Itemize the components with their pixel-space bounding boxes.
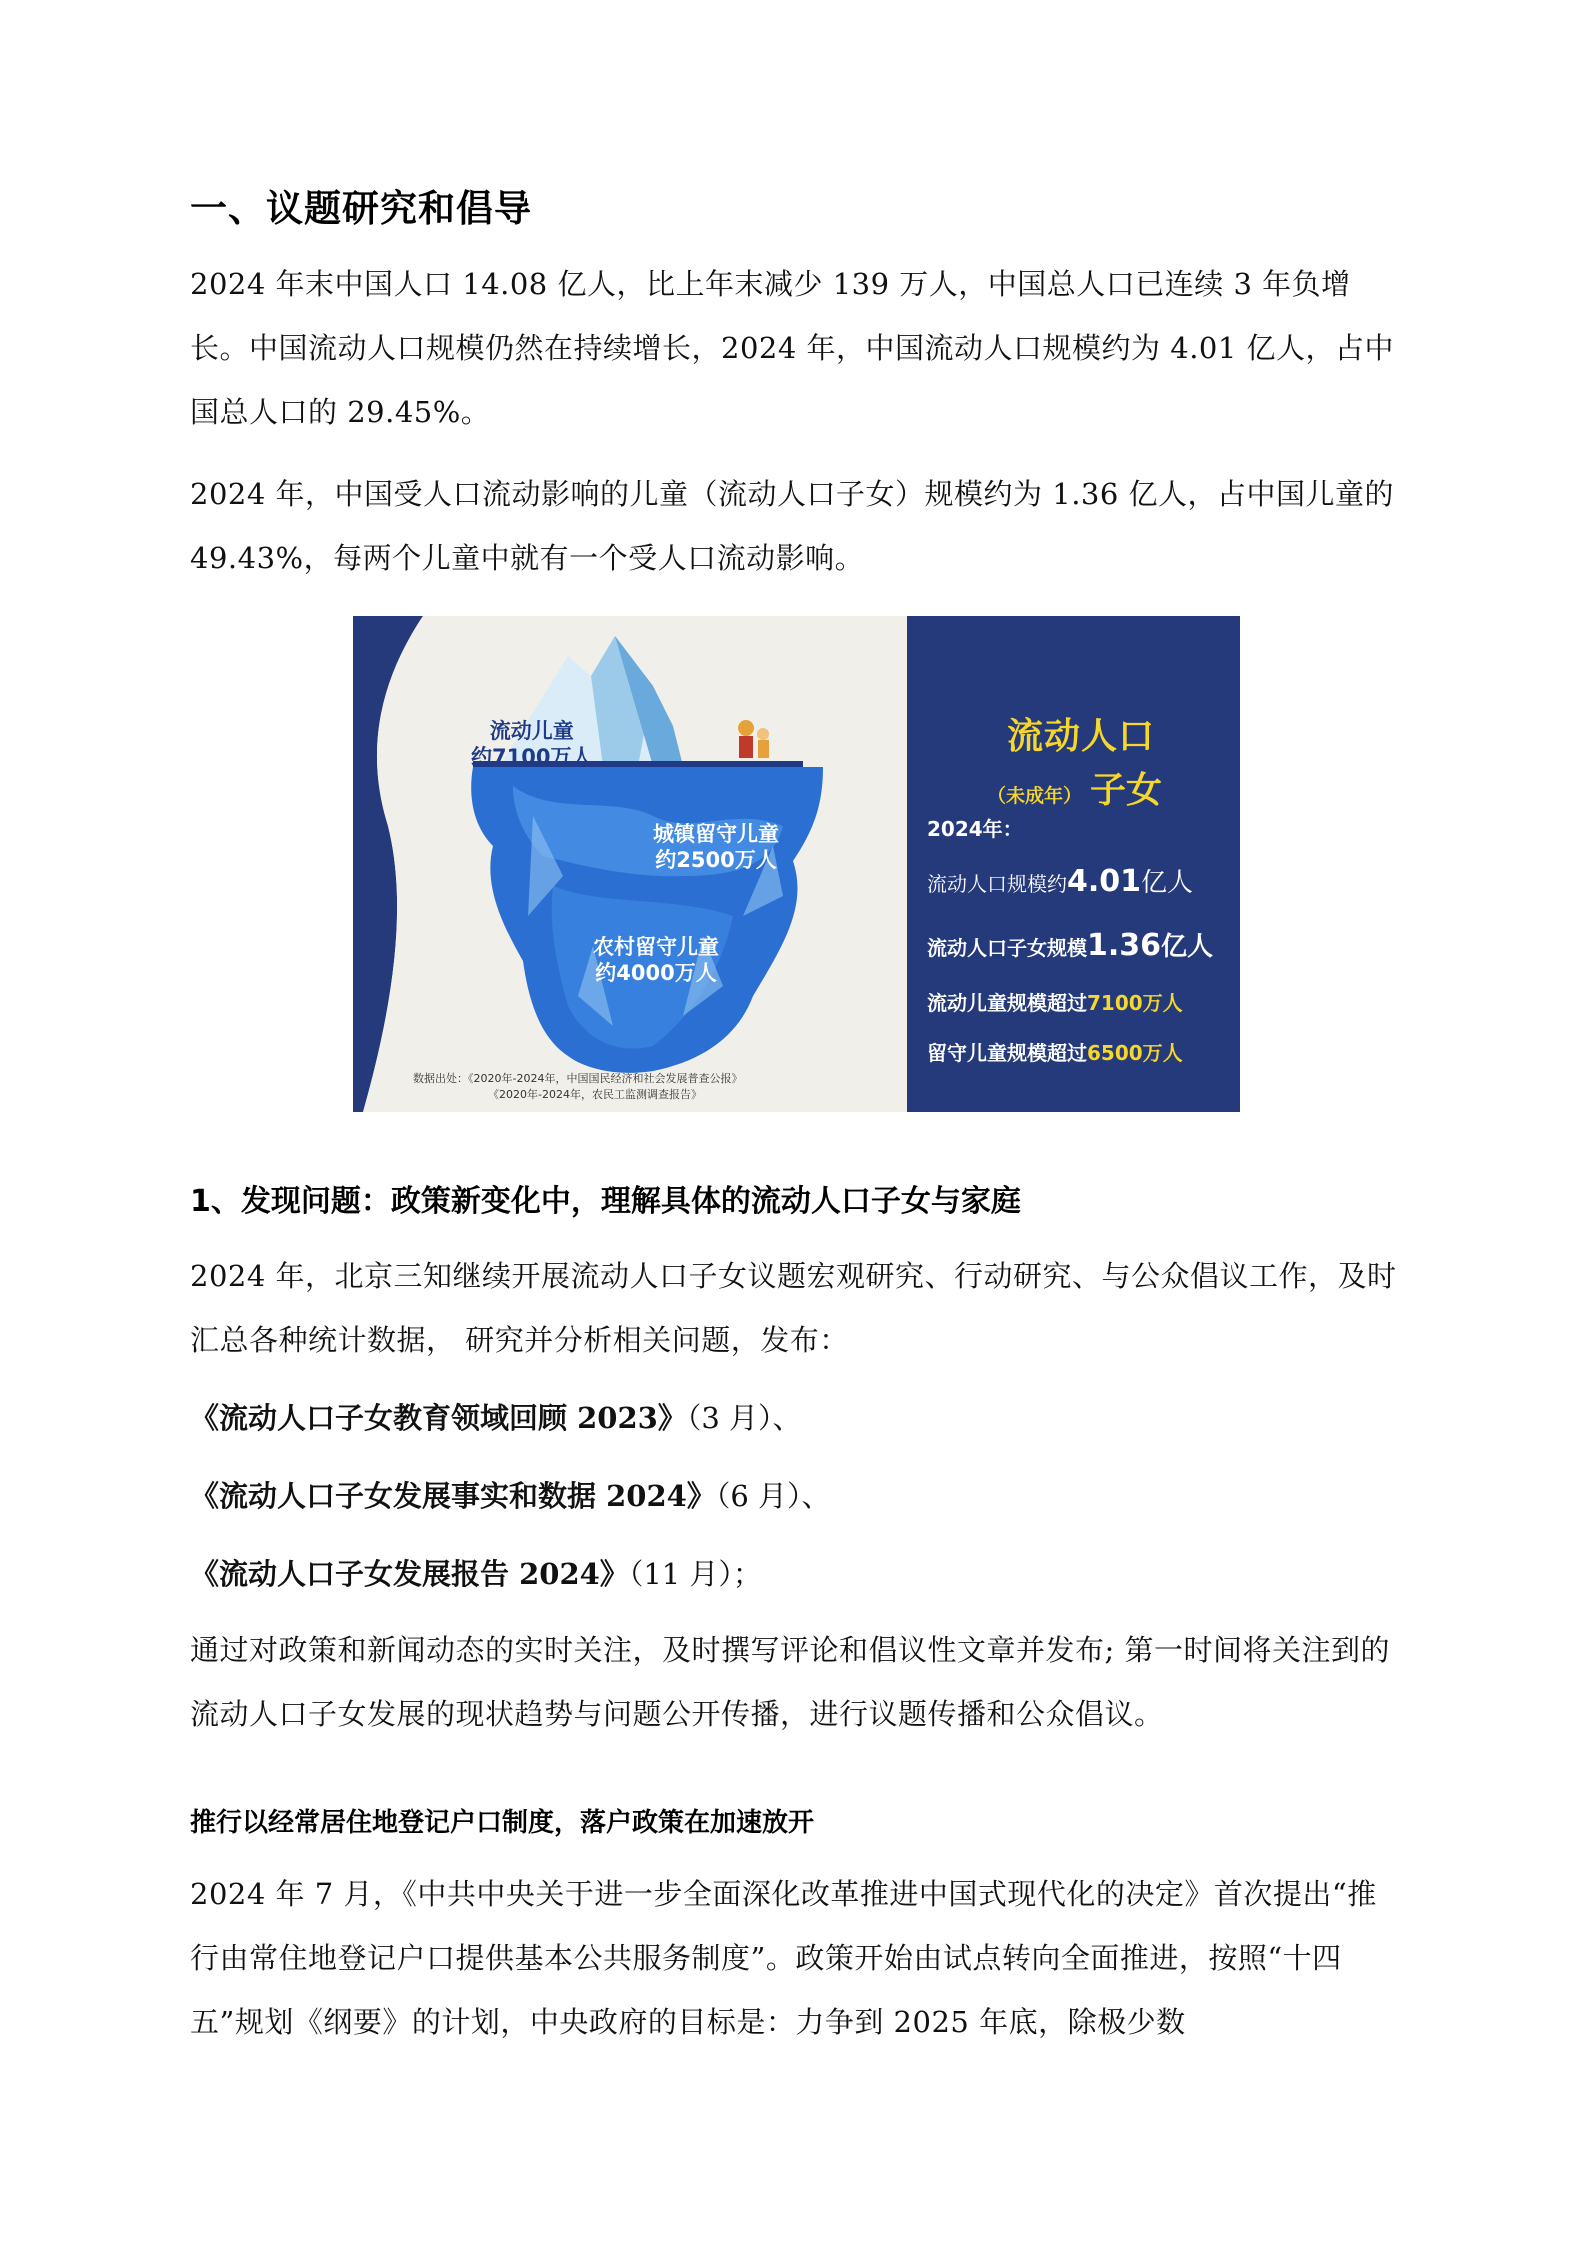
paragraph-advocacy: 通过对政策和新闻动态的实时关注，及时撰写评论和倡议性文章并发布; 第一时间将关注到的流动人口子女发展的现状趋势与问题公开传播，进行议题传播和公众倡议。 [190,1633,1390,1731]
label-urban-left-behind: 城镇留守儿童 约2500万人 [653,822,779,872]
paragraph-hukou-policy: 2024 年 7 月，《中共中央关于进一步全面深化改革推进中国式现代化的决定》首次提出“推行由常住地登记户口提供基本公共服务制度”。政策开始由试点转向全面推进，按照“十四五”规划《纲要》的计划，中央政府的目标是：力争到 2025 年底，除极少数 [190,1877,1377,2039]
publication-item: 《流动人口子女发展事实和数据 2024》（6 月）、 [190,1479,831,1513]
paragraph-children: 2024 年，中国受人口流动影响的儿童（流动人口子女）规模约为 1.36 亿人，占中国儿童的 49.43%，每两个儿童中就有一个受人口流动影响。 [190,477,1395,575]
label-rural-left-behind: 农村留守儿童 约4000万人 [593,935,719,985]
label-migrant-children: 流动儿童 约7100万人 [471,719,593,769]
iceberg-infographic [353,616,1240,1112]
stat-migrant-population: 流动人口规模约4.01亿人 [927,864,1194,899]
stat-migrant-children-total: 流动人口子女规模1.36亿人 [927,928,1214,963]
stat-migrant-children: 流动儿童规模超过7100万人 [927,991,1183,1015]
section-heading: 一、议题研究和倡导 [190,187,532,230]
paragraph-research-work: 2024 年，北京三知继续开展流动人口子女议题宏观研究、行动研究、与公众倡议工作，及时汇总各种统计数据， 研究并分析相关问题，发布： [190,1259,1397,1357]
stat-left-behind-children: 留守儿童规模超过6500万人 [927,1041,1183,1065]
infographic-year: 2024年： [927,817,1023,841]
subsection-heading-2: 推行以经常居住地登记户口制度，落户政策在加速放开 [190,1808,815,1838]
infographic-subtitle: （未成年） 子女 [987,770,1163,811]
subsection-heading-1: 1、发现问题：政策新变化中，理解具体的流动人口子女与家庭 [190,1184,1021,1219]
paragraph-population: 2024 年末中国人口 14.08 亿人，比上年末减少 139 万人，中国总人口已连续 3 年负增长。中国流动人口规模仍然在持续增长，2024 年，中国流动人口规模约为 4.01 亿人，占中国总人口的 29.45%。 [190,267,1395,429]
infographic-title: 流动人口 [1007,716,1156,757]
data-source-note: 数据出处：《2020年-2024年，中国国民经济和社会发展普查公报》 《2020年-2024年，农民工监测调查报告》 [413,1072,743,1101]
child-figure-icon [738,720,754,736]
iceberg-illustration [353,616,907,1112]
publication-item: 《流动人口子女发展报告 2024》（11 月）； [190,1557,762,1591]
publication-item: 《流动人口子女教育领域回顾 2023》（3 月）、 [190,1401,802,1435]
